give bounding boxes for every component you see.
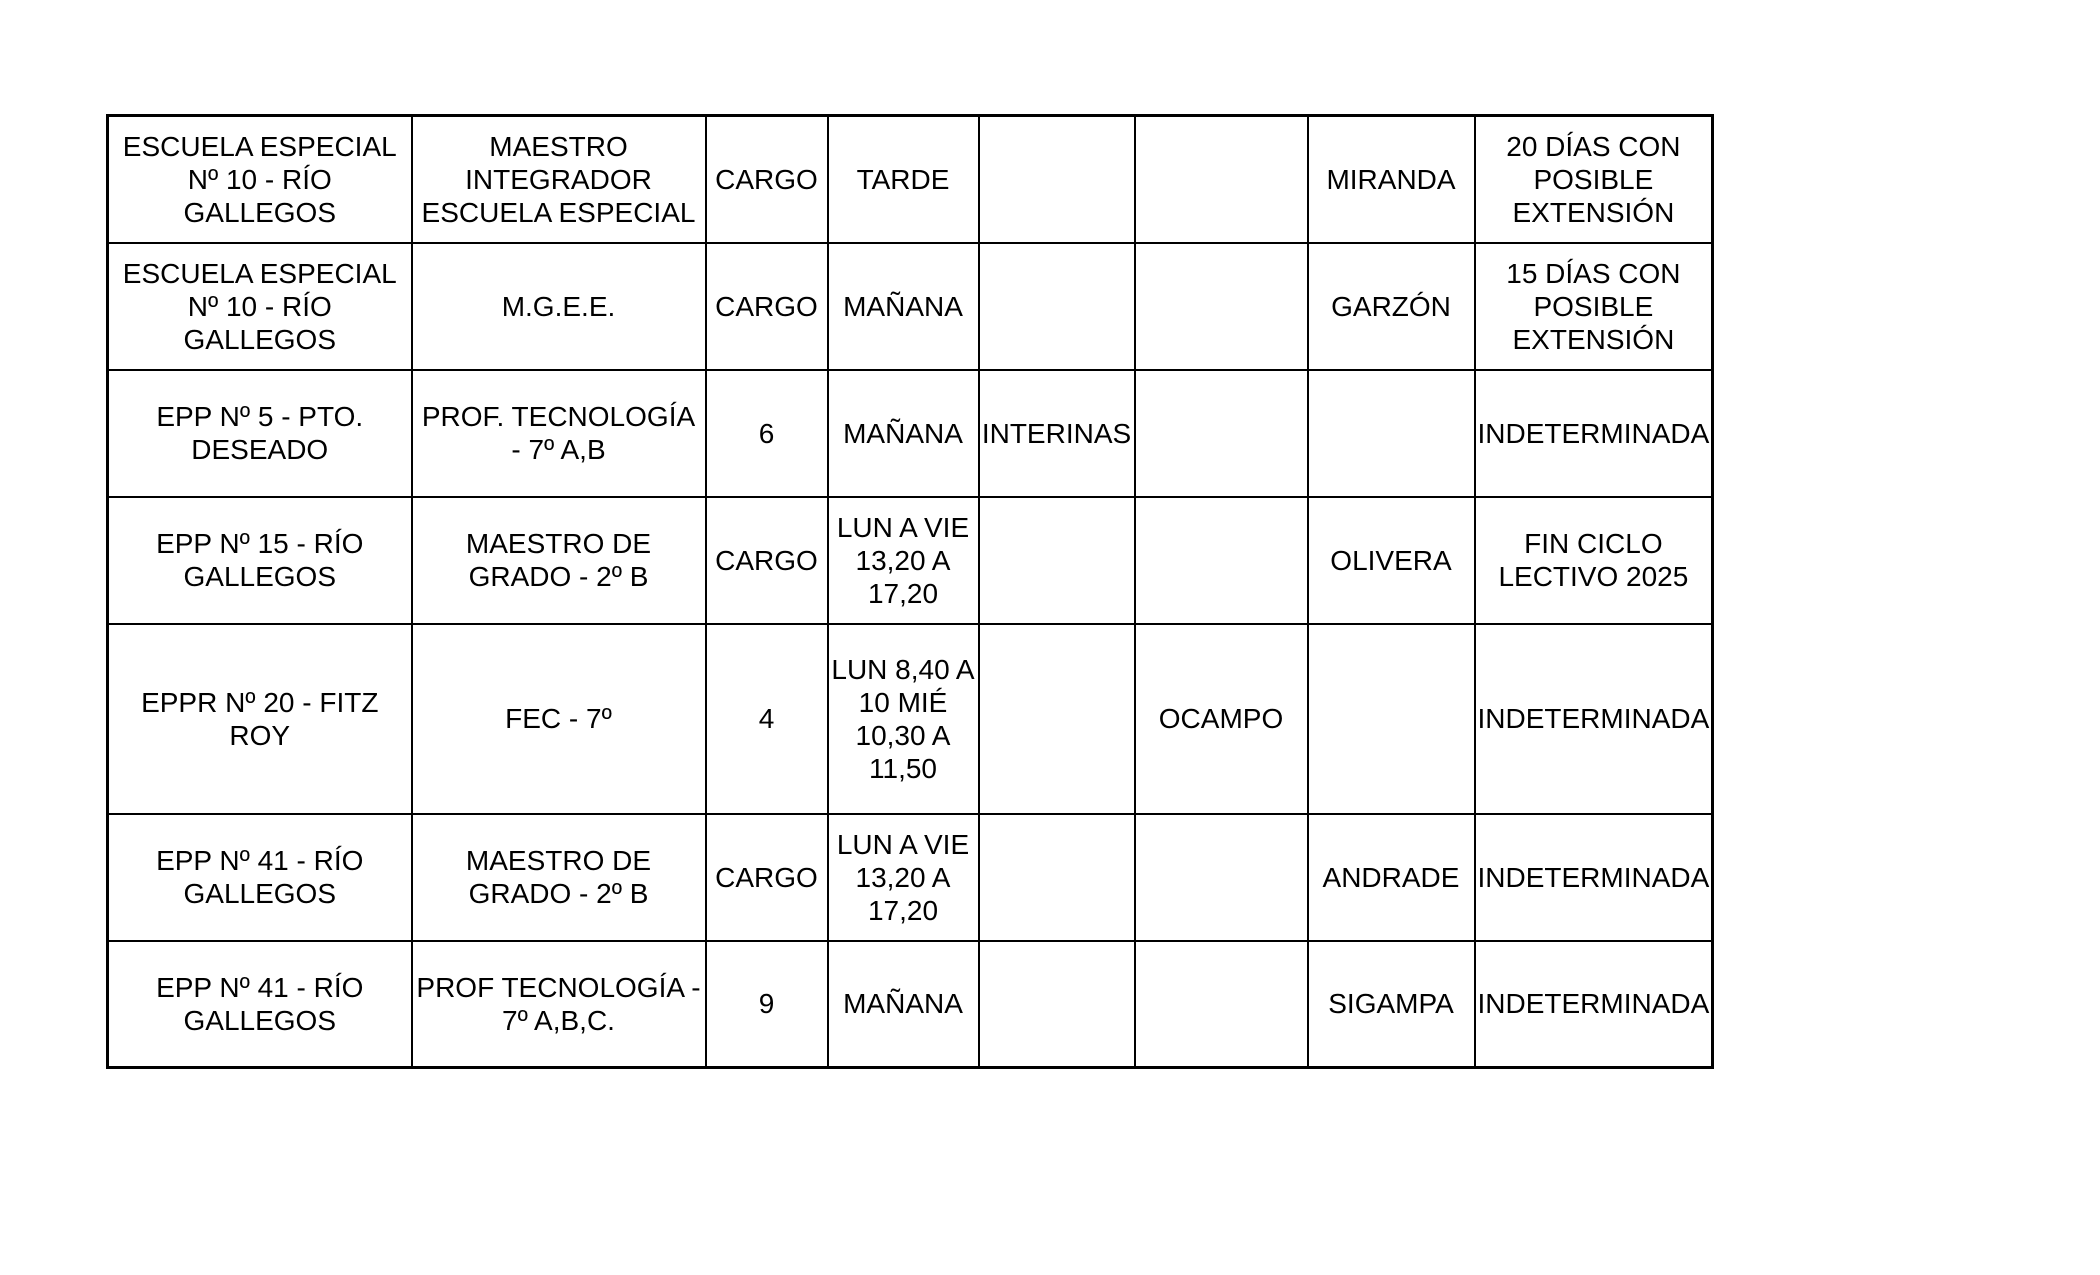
school-cell: EPP Nº 5 - PTO. DESEADO [108,370,412,497]
school-cell: EPP Nº 41 - RÍO GALLEGOS [108,941,412,1068]
position-cell: PROF TECNOLOGÍA - 7º A,B,C. [412,941,706,1068]
school-cell: ESCUELA ESPECIAL Nº 10 - RÍO GALLEGOS [108,243,412,370]
shift-cell: LUN 8,40 A 10 MIÉ 10,30 A 11,50 [828,624,979,814]
replaced-cell [1308,370,1475,497]
status-cell [979,116,1135,243]
name-cell: OCAMPO [1135,624,1308,814]
table-row [108,116,1713,243]
duration-cell: INDETERMINADA [1475,941,1713,1068]
shift-cell: MAÑANA [828,370,979,497]
status-cell: INTERINAS [979,370,1135,497]
shift-cell: LUN A VIE 13,20 A 17,20 [828,497,979,624]
hours-cell: 9 [706,941,828,1068]
school-cell: ESCUELA ESPECIAL Nº 10 - RÍO GALLEGOS [108,116,412,243]
status-cell [979,814,1135,941]
name-cell [1135,497,1308,624]
shift-cell: MAÑANA [828,941,979,1068]
hours-cell: CARGO [706,814,828,941]
vacancy-table [106,114,1714,1069]
duration-cell: 15 DÍAS CON POSIBLE EXTENSIÓN [1475,243,1713,370]
shift-cell: TARDE [828,116,979,243]
replaced-cell: MIRANDA [1308,116,1475,243]
table-row [108,243,1713,370]
name-cell [1135,941,1308,1068]
replaced-cell: OLIVERA [1308,497,1475,624]
hours-cell: CARGO [706,497,828,624]
position-cell: MAESTRO DE GRADO - 2º B [412,814,706,941]
replaced-cell: GARZÓN [1308,243,1475,370]
duration-cell: INDETERMINADA [1475,370,1713,497]
duration-cell: FIN CICLO LECTIVO 2025 [1475,497,1713,624]
position-cell: PROF. TECNOLOGÍA - 7º A,B [412,370,706,497]
replaced-cell: ANDRADE [1308,814,1475,941]
name-cell [1135,116,1308,243]
position-cell: MAESTRO INTEGRADOR ESCUELA ESPECIAL [412,116,706,243]
school-cell: EPP Nº 41 - RÍO GALLEGOS [108,814,412,941]
hours-cell: 6 [706,370,828,497]
replaced-cell [1308,624,1475,814]
position-cell: M.G.E.E. [412,243,706,370]
status-cell [979,624,1135,814]
duration-cell: INDETERMINADA [1475,814,1713,941]
position-cell: MAESTRO DE GRADO - 2º B [412,497,706,624]
table-row [108,814,1713,941]
name-cell [1135,370,1308,497]
school-cell: EPPR Nº 20 - FITZ ROY [108,624,412,814]
replaced-cell: SIGAMPA [1308,941,1475,1068]
position-cell: FEC - 7º [412,624,706,814]
name-cell [1135,243,1308,370]
status-cell [979,941,1135,1068]
table-row [108,370,1713,497]
duration-cell: INDETERMINADA [1475,624,1713,814]
name-cell [1135,814,1308,941]
hours-cell: 4 [706,624,828,814]
table-row [108,941,1713,1068]
status-cell [979,497,1135,624]
hours-cell: CARGO [706,243,828,370]
shift-cell: LUN A VIE 13,20 A 17,20 [828,814,979,941]
duration-cell: 20 DÍAS CON POSIBLE EXTENSIÓN [1475,116,1713,243]
table-row [108,497,1713,624]
hours-cell: CARGO [706,116,828,243]
table-row [108,624,1713,814]
shift-cell: MAÑANA [828,243,979,370]
school-cell: EPP Nº 15 - RÍO GALLEGOS [108,497,412,624]
status-cell [979,243,1135,370]
